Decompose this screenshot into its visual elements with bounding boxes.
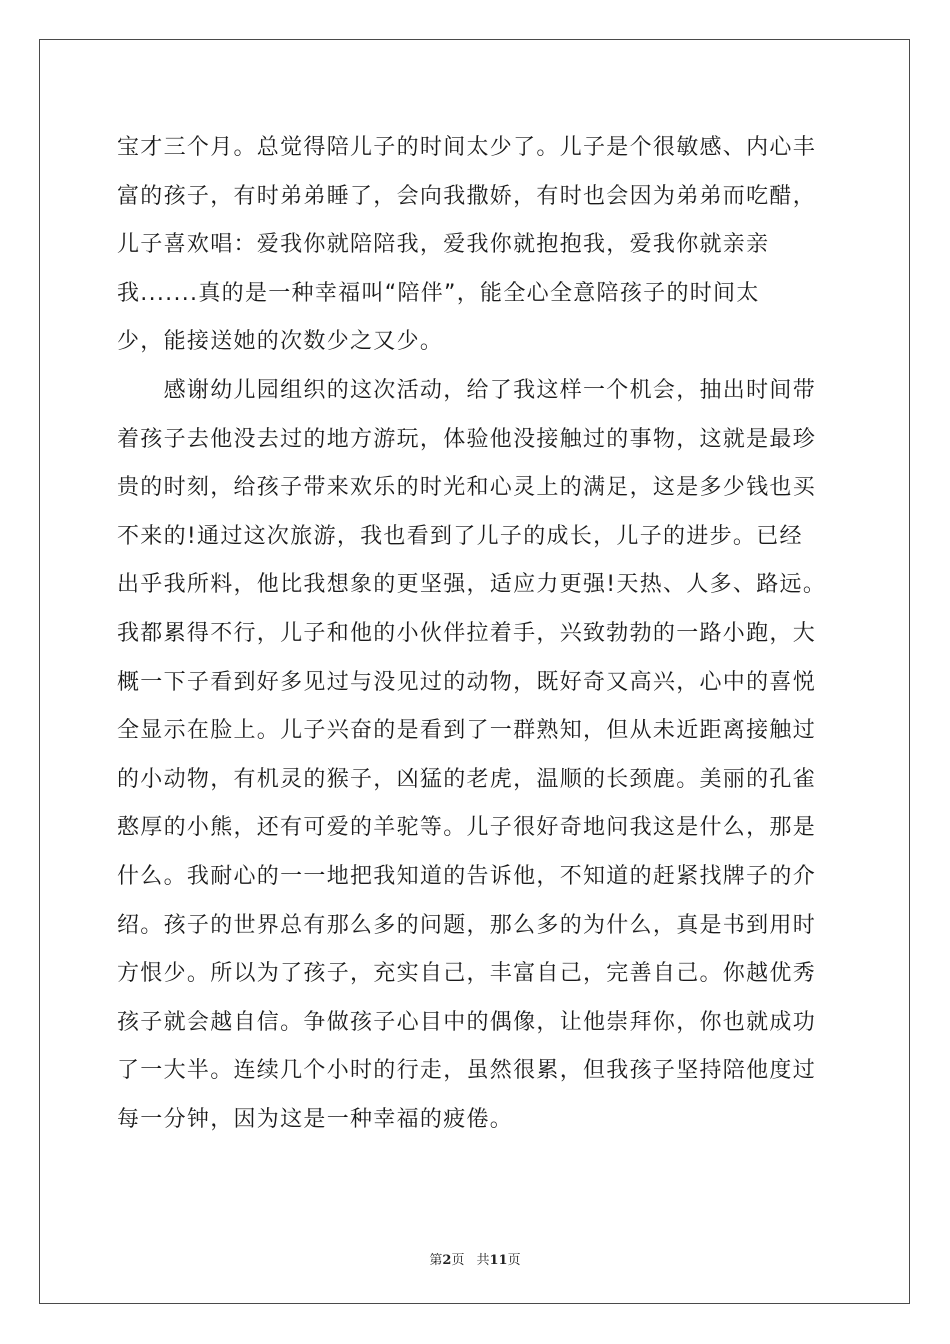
text-line: 富的孩子，有时弟弟睡了，会向我撒娇，有时也会因为弟弟而吃醋， (117, 183, 817, 209)
total-pages-label: 共11页 (476, 1253, 521, 1268)
text-line: 贵的时刻，给孩子带来欢乐的时光和心灵上的满足，这是多少钱也买 (117, 475, 817, 501)
text-line: 少，能接送她的次数少之又少。 (117, 329, 444, 355)
text-line: 感谢幼儿园组织的这次活动，给了我这样一个机会，抽出时间带 (117, 377, 817, 403)
text-line: 不来的!通过这次旅游，我也看到了儿子的成长，儿子的进步。已经 (117, 523, 803, 549)
text-line: 出乎我所料，他比我想象的更坚强，适应力更强!天热、人多、路远。 (117, 572, 827, 598)
text-line: 我.......真的是一种幸福叫“陪伴”，能全心全意陪孩子的时间太 (117, 280, 760, 306)
text-line: 方恨少。所以为了孩子，充实自己，丰富自己，完善自己。你越优秀 (117, 961, 817, 987)
text-line: 什么。我耐心的一一地把我知道的告诉他，不知道的赶紧找牌子的介 (117, 863, 817, 889)
text-line: 了一大半。连续几个小时的行走，虽然很累，但我孩子坚持陪他度过 (117, 1058, 817, 1084)
text-line: 着孩子去他没去过的地方游玩，体验他没接触过的事物，这就是最珍 (117, 426, 817, 452)
page-footer (0, 1249, 950, 1268)
page-number-label: 第2页 (429, 1253, 465, 1268)
text-line: 憨厚的小熊，还有可爱的羊驼等。儿子很好奇地问我这是什么，那是 (117, 815, 817, 841)
text-line: 每一分钟，因为这是一种幸福的疲倦。 (117, 1106, 514, 1132)
text-line: 儿子喜欢唱：爱我你就陪陪我，爱我你就抱抱我，爱我你就亲亲 (117, 232, 770, 258)
text-line: 的小动物，有机灵的猴子，凶猛的老虎，温顺的长颈鹿。美丽的孔雀 (117, 766, 817, 792)
current-page-number: 2 (442, 1253, 452, 1268)
text-line: 全显示在脸上。儿子兴奋的是看到了一群熟知，但从未近距离接触过 (117, 718, 817, 744)
text-line: 孩子就会越自信。争做孩子心目中的偶像，让他崇拜你，你也就成功 (117, 1009, 817, 1035)
total-pages-number: 11 (489, 1253, 508, 1268)
text-line: 概一下子看到好多见过与没见过的动物，既好奇又高兴，心中的喜悦 (117, 669, 817, 695)
document-body (117, 124, 833, 1144)
text-line: 宝才三个月。总觉得陪儿子的时间太少了。儿子是个很敏感、内心丰 (117, 135, 817, 160)
text-line: 绍。孩子的世界总有那么多的问题，那么多的为什么，真是书到用时 (117, 912, 817, 938)
text-line: 我都累得不行，儿子和他的小伙伴拉着手，兴致勃勃的一路小跑，大 (117, 620, 817, 646)
